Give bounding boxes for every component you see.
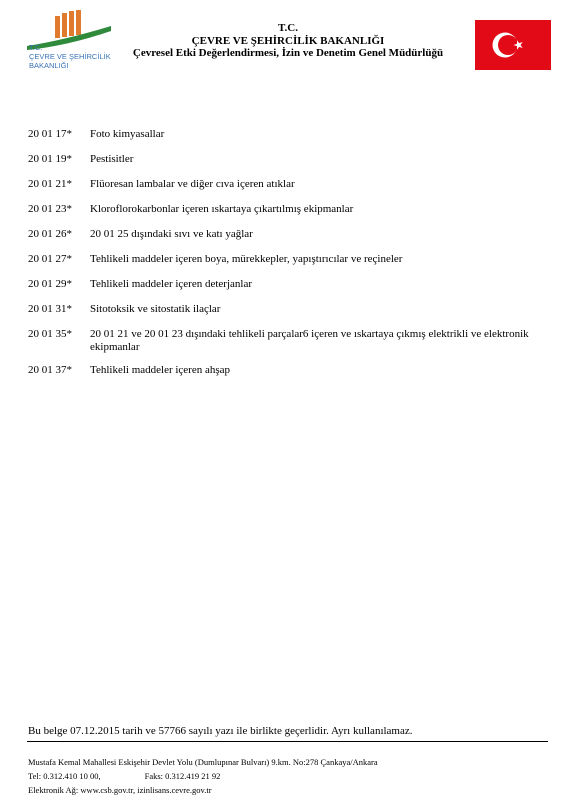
waste-code: 20 01 21* [28, 178, 72, 190]
footer-fax: Faks: 0.312.419 21 92 [144, 771, 221, 781]
waste-description: 20 01 25 dışındaki sıvı ve katı yağlar [90, 228, 253, 240]
waste-code: 20 01 17* [28, 128, 72, 140]
document-header [110, 22, 466, 60]
waste-description: Foto kimyasallar [90, 128, 165, 140]
ministry-logo [25, 10, 115, 80]
logo-text-ministry: ÇEVRE VE ŞEHİRCİLİK [29, 52, 111, 61]
footer-web: Elektronik Ağ: www.csb.gov.tr, izinlisans.cevre.gov.tr [28, 785, 212, 795]
waste-code-row [28, 303, 548, 316]
waste-code-list [28, 128, 548, 377]
waste-code: 20 01 26* [28, 228, 72, 240]
waste-description: 20 01 21 ve 20 01 23 dışındaki tehlikeli parçalar6 içeren ve ıskartaya çıkmış elektrikli ve elektronik ekipmanlar [90, 328, 529, 353]
footer-contact [28, 769, 378, 783]
header-ministry: ÇEVRE VE ŞEHİRCİLİK BAKANLIĞI [191, 34, 385, 47]
waste-description: Flüoresan lambalar ve diğer cıva içeren atıklar [90, 178, 295, 190]
waste-code: 20 01 29* [28, 278, 72, 290]
waste-code: 20 01 19* [28, 153, 72, 165]
waste-code: 20 01 31* [28, 303, 72, 315]
waste-code-row [28, 364, 548, 377]
waste-code-row [28, 228, 548, 241]
waste-code: 20 01 27* [28, 253, 72, 265]
waste-code-row [28, 153, 548, 166]
waste-code: 20 01 23* [28, 203, 72, 215]
header-tc: T.C. [278, 22, 298, 34]
logo-text-tc: T.C. [29, 43, 43, 52]
waste-description: Tehlikeli maddeler içeren ahşap [90, 364, 231, 376]
waste-description: Sitotoksik ve sitostatik ilaçlar [90, 303, 221, 315]
waste-code-row [28, 328, 548, 354]
waste-description: Tehlikeli maddeler içeren boya, mürekkepler, yapıştırıcılar ve reçineler [90, 253, 403, 265]
footer-address: Mustafa Kemal Mahallesi Eskişehir Devlet Yolu (Dumlupınar Bulvarı) 9.km. No:278 Çankaya/Ankara [28, 757, 378, 767]
header-directorate: Çevresel Etki Değerlendirmesi, İzin ve Denetim Genel Müdürlüğü [132, 47, 444, 59]
waste-code-row [28, 253, 548, 266]
waste-code-row [28, 178, 548, 191]
waste-code: 20 01 35* [28, 328, 72, 340]
waste-code-row [28, 128, 548, 141]
waste-code-row [28, 278, 548, 291]
footer-tel: Tel: 0.312.410 10 00, [28, 771, 101, 781]
waste-code-row [28, 203, 548, 216]
waste-code: 20 01 37* [28, 364, 72, 376]
footer-divider [27, 741, 548, 742]
validity-note: Bu belge 07.12.2015 tarih ve 57766 sayılı yazı ile birlikte geçerlidir. Ayrı kullanılamaz. [28, 725, 413, 737]
waste-description: Kloroflorokarbonlar içeren ıskartaya çıkartılmış ekipmanlar [90, 203, 354, 215]
logo-text-bakanlik: BAKANLIĞI [29, 61, 69, 70]
waste-description: Tehlikeli maddeler içeren deterjanlar [90, 278, 253, 290]
footer [28, 755, 378, 797]
turkish-flag-icon [475, 20, 551, 70]
waste-description: Pestisitler [90, 153, 134, 165]
